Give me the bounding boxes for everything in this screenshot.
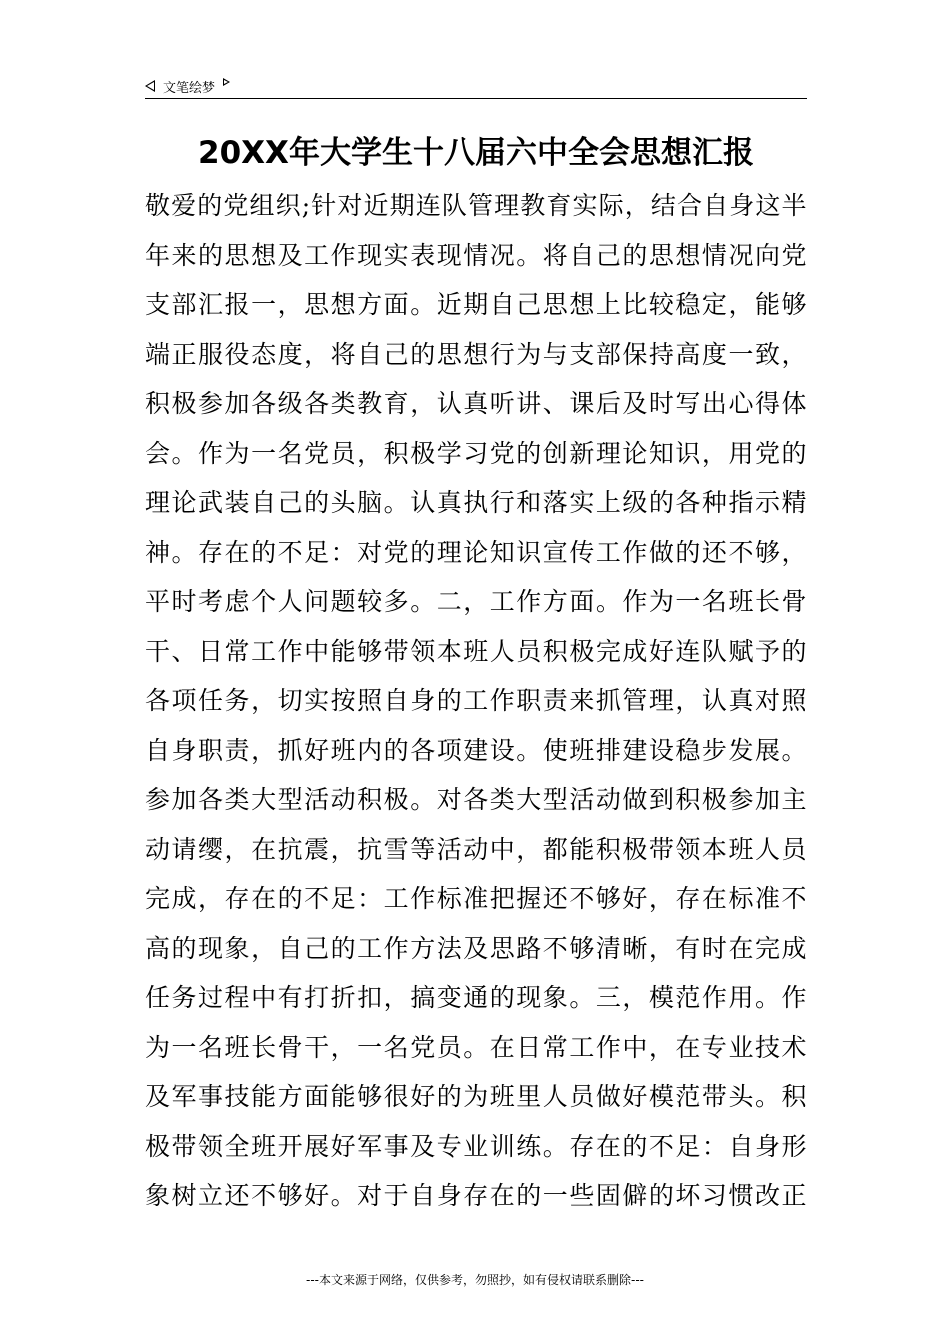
body-line: 端正服役态度，将自己的思想行为与支部保持高度一致， xyxy=(145,339,807,369)
body-line: 敬爱的党组织;针对近期连队管理教育实际，结合自身这半 xyxy=(145,191,807,220)
body-line: 自身职责，抓好班内的各项建设。使班排建设稳步发展。 xyxy=(145,735,807,765)
body-line: 完成，存在的不足：工作标准把握还不够好，存在标准不 xyxy=(145,884,807,913)
document-title: 20XX年大学生十八届六中全会思想汇报 xyxy=(198,135,754,171)
body-line: 干、日常工作中能够带领本班人员积极完成好连队赋予的 xyxy=(145,636,807,666)
body-line: 年来的思想及工作现实表现情况。将自己的思想情况向党 xyxy=(145,240,807,270)
body-line: 极带领全班开展好军事及专业训练。存在的不足：自身形 xyxy=(145,1131,807,1161)
triangle-right-icon xyxy=(223,78,230,86)
document-header xyxy=(145,74,807,98)
body-line: 会。作为一名党员，积极学习党的创新理论知识，用党的 xyxy=(145,438,807,468)
body-line: 高的现象，自己的工作方法及思路不够清晰，有时在完成 xyxy=(145,933,807,963)
body-line: 及军事技能方面能够很好的为班里人员做好模范带头。积 xyxy=(145,1082,807,1111)
body-line: 平时考虑个人问题较多。二，工作方面。作为一名班长骨 xyxy=(145,587,807,616)
body-line: 任务过程中有打折扣，搞变通的现象。三，模范作用。作 xyxy=(145,983,807,1012)
body-line: 理论武装自己的头脑。认真执行和落实上级的各种指示精 xyxy=(145,488,807,517)
document-body xyxy=(145,181,807,1221)
body-line: 神。存在的不足：对党的理论知识宣传工作做的还不够， xyxy=(145,537,807,567)
document-footer: ---本文来源于网络，仅供参考，勿照抄，如有侵权请联系删除--- xyxy=(306,1273,644,1287)
body-line: 支部汇报一，思想方面。近期自己思想上比较稳定，能够 xyxy=(145,290,807,319)
header-divider xyxy=(145,98,807,99)
body-line: 积极参加各级各类教育，认真听讲、课后及时写出心得体 xyxy=(145,389,807,418)
body-line: 动请缨，在抗震，抗雪等活动中，都能积极带领本班人员 xyxy=(145,834,807,864)
triangle-left-icon xyxy=(145,80,155,92)
body-line: 各项任务，切实按照自身的工作职责来抓管理，认真对照 xyxy=(145,686,807,715)
body-line: 为一名班长骨干，一名党员。在日常工作中，在专业技术 xyxy=(145,1032,807,1062)
body-line: 参加各类大型活动积极。对各类大型活动做到积极参加主 xyxy=(145,785,807,814)
body-line: 象树立还不够好。对于自身存在的一些固僻的坏习惯改正 xyxy=(145,1181,807,1210)
header-brand: 文笔绘梦 xyxy=(163,80,216,96)
